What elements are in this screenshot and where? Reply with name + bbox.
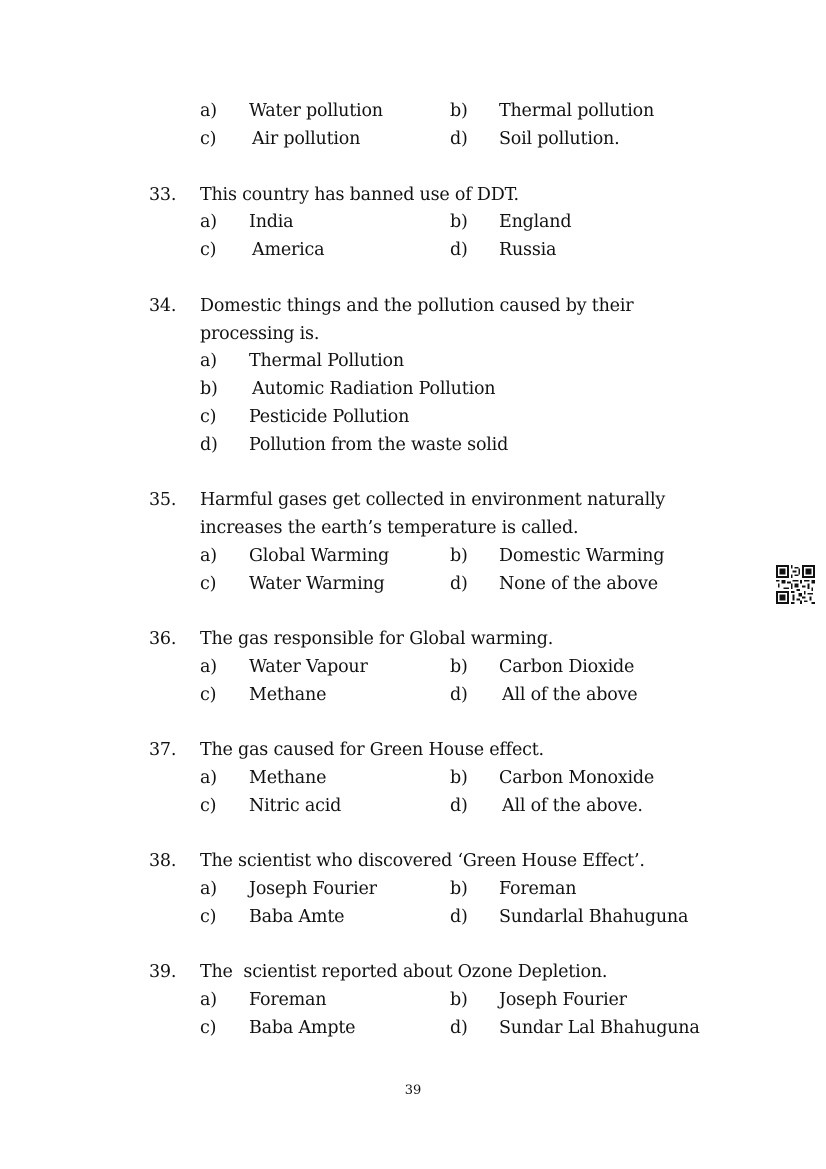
option-text: England (499, 212, 572, 232)
option-label: d) (450, 240, 468, 260)
option-text: Pollution from the waste solid (249, 435, 509, 455)
option-label: c) (200, 1018, 217, 1038)
option-label: d) (450, 796, 468, 816)
question-text: processing is. (200, 324, 320, 344)
option-label: b) (450, 879, 468, 899)
qr-code-icon[interactable] (776, 565, 815, 604)
option-text: Carbon Dioxide (499, 657, 635, 677)
question-text: The scientist who discovered ‘Green House Effect’. (200, 851, 645, 871)
option-label: a) (200, 546, 217, 566)
option-text: Carbon Monoxide (499, 768, 655, 788)
option-label: b) (450, 768, 468, 788)
option-label: d) (450, 685, 468, 705)
option-text: Joseph Fourier (499, 990, 627, 1010)
option-text: Automic Radiation Pollution (252, 379, 496, 399)
option-text: Joseph Fourier (249, 879, 377, 899)
question-text: increases the earth’s temperature is called. (200, 518, 579, 538)
option-text: Water Vapour (249, 657, 368, 677)
option-label: c) (200, 574, 217, 594)
option-label: b) (450, 657, 468, 677)
option-label: c) (200, 685, 217, 705)
option-label: a) (200, 879, 217, 899)
option-label: b) (450, 212, 468, 232)
option-text: Thermal Pollution (249, 351, 404, 371)
option-label: c) (200, 129, 217, 149)
option-text: Nitric acid (249, 796, 342, 816)
option-label: c) (200, 407, 217, 427)
question-number: 36. (149, 629, 177, 649)
option-text: Baba Amte (249, 907, 345, 927)
option-text: Sundarlal Bhahuguna (499, 907, 689, 927)
option-text: Russia (499, 240, 557, 260)
option-label: a) (200, 657, 217, 677)
option-text: Methane (249, 685, 327, 705)
option-label: d) (450, 129, 468, 149)
option-text: All of the above. (502, 796, 643, 816)
option-label: c) (200, 240, 217, 260)
option-text: Methane (249, 768, 327, 788)
option-label: a) (200, 212, 217, 232)
question-text: The gas caused for Green House effect. (200, 740, 544, 760)
option-label: a) (200, 990, 217, 1010)
question-text: The scientist reported about Ozone Depletion. (200, 962, 608, 982)
option-label: b) (450, 990, 468, 1010)
question-text: Domestic things and the pollution caused by their (200, 296, 634, 316)
option-label: a) (200, 768, 217, 788)
option-label: d) (450, 1018, 468, 1038)
question-text: Harmful gases get collected in environment naturally (200, 490, 666, 510)
option-text: Foreman (499, 879, 577, 899)
option-text: Pesticide Pollution (249, 407, 410, 427)
question-text: This country has banned use of DDT. (200, 185, 519, 205)
option-label: b) (450, 546, 468, 566)
option-label: d) (450, 907, 468, 927)
option-text: Baba Ampte (249, 1018, 356, 1038)
option-text: Domestic Warming (499, 546, 665, 566)
option-text: Soil pollution. (499, 129, 620, 149)
question-number: 37. (149, 740, 177, 760)
question-number: 33. (149, 185, 177, 205)
question-number: 39. (149, 962, 177, 982)
option-text: Sundar Lal Bhahuguna (499, 1018, 700, 1038)
option-text: Thermal pollution (499, 101, 655, 121)
option-text: None of the above (499, 574, 658, 594)
option-label: a) (200, 101, 217, 121)
option-label: c) (200, 907, 217, 927)
option-text: America (252, 240, 325, 260)
option-label: d) (200, 435, 218, 455)
option-label: a) (200, 351, 217, 371)
option-label: b) (450, 101, 468, 121)
page-number: 39 (404, 1083, 422, 1098)
option-text: All of the above (502, 685, 638, 705)
option-text: India (249, 212, 294, 232)
option-text: Global Warming (249, 546, 390, 566)
option-label: d) (450, 574, 468, 594)
option-text: Water pollution (249, 101, 383, 121)
question-text: The gas responsible for Global warming. (200, 629, 554, 649)
question-number: 34. (149, 296, 177, 316)
option-label: b) (200, 379, 218, 399)
option-label: c) (200, 796, 217, 816)
option-text: Foreman (249, 990, 327, 1010)
question-number: 35. (149, 490, 177, 510)
question-number: 38. (149, 851, 177, 871)
option-text: Water Warming (249, 574, 385, 594)
option-text: Air pollution (252, 129, 361, 149)
